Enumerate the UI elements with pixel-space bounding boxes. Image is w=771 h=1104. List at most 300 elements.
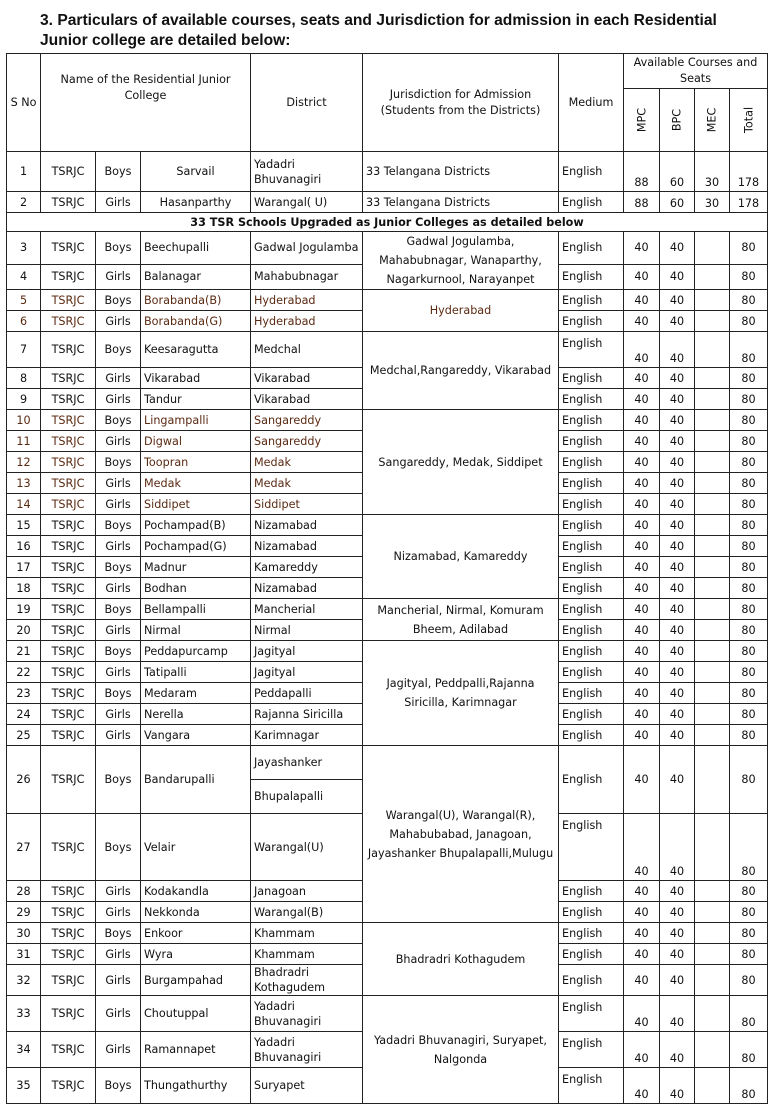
bpc-cell: 40 [660, 311, 695, 332]
bpc-cell: 40 [660, 410, 695, 431]
mec-cell [695, 923, 730, 944]
gender-cell: Girls [96, 431, 141, 452]
sno-cell: 35 [7, 1068, 41, 1104]
jurisdiction-group-cell: Medchal,Rangareddy, Vikarabad [363, 332, 559, 410]
district-cell: Hyderabad [251, 311, 363, 332]
total-cell: 80 [730, 1068, 768, 1104]
bpc-cell: 40 [660, 683, 695, 704]
sno-cell: 26 [7, 746, 41, 814]
total-cell: 80 [730, 389, 768, 410]
gender-cell: Boys [96, 452, 141, 473]
total-cell: 80 [730, 881, 768, 902]
mpc-cell: 40 [624, 290, 660, 311]
sno-cell: 34 [7, 1032, 41, 1068]
mpc-cell: 40 [624, 578, 660, 599]
mpc-cell: 40 [624, 620, 660, 641]
sno-cell: 1 [7, 152, 41, 192]
gender-cell: Girls [96, 620, 141, 641]
gender-cell: Girls [96, 944, 141, 965]
district-cell: Yadadri Bhuvanagiri [251, 152, 363, 192]
mpc-cell: 40 [624, 494, 660, 515]
district-cell: Sangareddy [251, 410, 363, 431]
medium-cell: English [559, 578, 624, 599]
total-cell: 80 [730, 662, 768, 683]
medium-cell: English [559, 515, 624, 536]
gender-cell: Boys [96, 683, 141, 704]
mec-cell [695, 1068, 730, 1104]
district-cell: Vikarabad [251, 368, 363, 389]
type-cell: TSRJC [41, 192, 96, 213]
section-heading: 3. Particulars of available courses, seats and Jurisdiction for admission in each Residential Junior college are detailed below: [40, 12, 717, 49]
sno-cell: 15 [7, 515, 41, 536]
type-cell: TSRJC [41, 578, 96, 599]
table-row [7, 996, 768, 1032]
total-cell: 80 [730, 536, 768, 557]
college-cell: Enkoor [141, 923, 251, 944]
total-cell: 80 [730, 578, 768, 599]
medium-cell: English [559, 814, 624, 881]
gender-cell: Boys [96, 557, 141, 578]
type-cell: TSRJC [41, 152, 96, 192]
gender-cell: Boys [96, 814, 141, 881]
college-cell: Nirmal [141, 620, 251, 641]
mec-cell [695, 641, 730, 662]
sno-cell: 33 [7, 996, 41, 1032]
mpc-cell: 40 [624, 368, 660, 389]
bpc-cell: 40 [660, 923, 695, 944]
medium-cell: English [559, 725, 624, 746]
bpc-cell: 40 [660, 452, 695, 473]
type-cell: TSRJC [41, 599, 96, 620]
district-line: Bhupalapalli [254, 790, 324, 803]
sno-cell: 19 [7, 599, 41, 620]
bpc-header: BPC [660, 89, 695, 152]
table-row [7, 923, 768, 944]
jurisdiction-group-cell: Jagityal, Peddpalli,Rajanna Siricilla, Karimnagar [363, 641, 559, 746]
gender-cell: Girls [96, 264, 141, 289]
total-cell: 80 [730, 1032, 768, 1068]
medium-cell: English [559, 996, 624, 1032]
bpc-cell: 40 [660, 332, 695, 368]
college-cell: Velair [141, 814, 251, 881]
college-cell: Bandarupalli [141, 746, 251, 814]
total-cell: 80 [730, 431, 768, 452]
college-cell: Nerella [141, 704, 251, 725]
sno-cell: 18 [7, 578, 41, 599]
district-cell: Nizamabad [251, 515, 363, 536]
bpc-cell: 40 [660, 620, 695, 641]
college-cell: Toopran [141, 452, 251, 473]
mpc-cell: 40 [624, 473, 660, 494]
mpc-cell: 40 [624, 264, 660, 289]
type-cell: TSRJC [41, 515, 96, 536]
type-cell: TSRJC [41, 368, 96, 389]
college-cell: Tatipalli [141, 662, 251, 683]
medium-cell: English [559, 536, 624, 557]
sno-cell: 30 [7, 923, 41, 944]
jurisdiction-group-cell: Mancherial, Nirmal, Komuram Bheem, Adilabad [363, 599, 559, 641]
jurisdiction-group-cell: Bhadradri Kothagudem [363, 923, 559, 996]
type-cell: TSRJC [41, 944, 96, 965]
total-cell: 80 [730, 515, 768, 536]
mpc-cell: 40 [624, 1068, 660, 1104]
type-cell: TSRJC [41, 431, 96, 452]
medium-cell: English [559, 620, 624, 641]
mec-cell [695, 965, 730, 996]
courses-header: Available Courses and Seats [624, 54, 768, 89]
bpc-cell: 40 [660, 578, 695, 599]
gender-cell: Boys [96, 410, 141, 431]
total-cell: 178 [730, 152, 768, 192]
sno-cell: 12 [7, 452, 41, 473]
bpc-cell: 40 [660, 515, 695, 536]
college-cell: Keesaragutta [141, 332, 251, 368]
mec-cell: 30 [695, 152, 730, 192]
college-cell: Bellampalli [141, 599, 251, 620]
district-cell: Warangal(U) [251, 814, 363, 881]
sno-cell: 3 [7, 232, 41, 265]
medium-cell: English [559, 152, 624, 192]
college-cell: Nekkonda [141, 902, 251, 923]
sno-cell: 9 [7, 389, 41, 410]
mpc-cell: 40 [624, 704, 660, 725]
district-cell: Jagityal [251, 641, 363, 662]
mec-cell [695, 683, 730, 704]
table-row [7, 515, 768, 536]
total-cell: 80 [730, 965, 768, 996]
table-row [7, 641, 768, 662]
district-cell: Warangal(B) [251, 902, 363, 923]
type-cell: TSRJC [41, 473, 96, 494]
type-cell: TSRJC [41, 704, 96, 725]
type-cell: TSRJC [41, 814, 96, 881]
mec-cell [695, 746, 730, 814]
gender-cell: Girls [96, 881, 141, 902]
total-cell: 80 [730, 641, 768, 662]
medium-cell: English [559, 746, 624, 814]
total-cell: 80 [730, 902, 768, 923]
mec-cell [695, 410, 730, 431]
medium-cell: English [559, 368, 624, 389]
type-cell: TSRJC [41, 683, 96, 704]
bpc-cell: 60 [660, 152, 695, 192]
college-cell: Bodhan [141, 578, 251, 599]
bpc-cell: 40 [660, 725, 695, 746]
bpc-cell: 60 [660, 192, 695, 213]
jurisdiction-group-cell: Hyderabad [363, 290, 559, 332]
type-cell: TSRJC [41, 725, 96, 746]
sno-cell: 14 [7, 494, 41, 515]
sno-cell: 29 [7, 902, 41, 923]
gender-cell: Girls [96, 902, 141, 923]
college-cell: Burgampahad [141, 965, 251, 996]
colleges-table [6, 53, 768, 1104]
medium-cell: English [559, 944, 624, 965]
mec-cell [695, 704, 730, 725]
total-cell: 80 [730, 368, 768, 389]
medium-cell: English [559, 704, 624, 725]
district-cell: Medchal [251, 332, 363, 368]
bpc-cell: 40 [660, 290, 695, 311]
college-cell: Vangara [141, 725, 251, 746]
district-cell: Yadadri Bhuvanagiri [251, 1032, 363, 1068]
college-cell: Ramannapet [141, 1032, 251, 1068]
district-cell: Khammam [251, 923, 363, 944]
district-cell: Kamareddy [251, 557, 363, 578]
mpc-cell: 40 [624, 996, 660, 1032]
mpc-cell: 40 [624, 923, 660, 944]
sno-cell: 16 [7, 536, 41, 557]
type-cell: TSRJC [41, 332, 96, 368]
sno-cell: 32 [7, 965, 41, 996]
total-cell: 80 [730, 944, 768, 965]
medium-cell: English [559, 332, 624, 368]
table-row [7, 232, 768, 265]
bpc-cell: 40 [660, 641, 695, 662]
medium-cell: English [559, 311, 624, 332]
type-cell: TSRJC [41, 620, 96, 641]
table-row [7, 746, 768, 814]
district-header: District [251, 54, 363, 152]
mec-cell [695, 232, 730, 265]
college-cell: Digwal [141, 431, 251, 452]
mpc-cell: 88 [624, 192, 660, 213]
college-cell: Borabanda(G) [141, 311, 251, 332]
medium-cell: English [559, 557, 624, 578]
total-cell: 80 [730, 452, 768, 473]
college-cell: Wyra [141, 944, 251, 965]
sno-cell: 27 [7, 814, 41, 881]
mpc-cell: 40 [624, 902, 660, 923]
district-cell: Bhadradri Kothagudem [251, 965, 363, 996]
college-cell: Madnur [141, 557, 251, 578]
type-cell: TSRJC [41, 452, 96, 473]
sno-cell: 6 [7, 311, 41, 332]
bpc-cell: 40 [660, 881, 695, 902]
medium-cell: English [559, 923, 624, 944]
bpc-cell: 40 [660, 264, 695, 289]
medium-cell: English [559, 473, 624, 494]
medium-cell: English [559, 683, 624, 704]
gender-cell: Girls [96, 1032, 141, 1068]
jurisdiction-group-cell: Sangareddy, Medak, Siddipet [363, 410, 559, 515]
college-cell: Pochampad(B) [141, 515, 251, 536]
mpc-cell: 40 [624, 557, 660, 578]
mpc-cell: 40 [624, 965, 660, 996]
mec-cell [695, 662, 730, 683]
table-row [7, 410, 768, 431]
district-cell: Mahabubnagar [251, 264, 363, 289]
college-cell: Medaram [141, 683, 251, 704]
table-row [7, 599, 768, 620]
type-cell: TSRJC [41, 410, 96, 431]
gender-cell: Boys [96, 152, 141, 192]
mpc-cell: 40 [624, 536, 660, 557]
medium-cell: English [559, 1068, 624, 1104]
mpc-cell: 40 [624, 452, 660, 473]
medium-cell: English [559, 389, 624, 410]
total-cell: 80 [730, 290, 768, 311]
jurisdiction-cell: 33 Telangana Districts [363, 192, 559, 213]
type-cell: TSRJC [41, 641, 96, 662]
gender-cell: Boys [96, 599, 141, 620]
district-cell: Jagityal [251, 662, 363, 683]
college-cell: Pochampad(G) [141, 536, 251, 557]
sno-cell: 20 [7, 620, 41, 641]
gender-cell: Boys [96, 332, 141, 368]
jurisdiction-group-cell: Yadadri Bhuvanagiri, Suryapet, Nalgonda [363, 996, 559, 1104]
total-cell: 80 [730, 599, 768, 620]
medium-cell: English [559, 662, 624, 683]
district-line: Jayashanker [251, 746, 362, 780]
type-cell: TSRJC [41, 290, 96, 311]
gender-cell: Girls [96, 704, 141, 725]
sno-cell: 28 [7, 881, 41, 902]
jurisdiction-group-cell: Nizamabad, Kamareddy [363, 515, 559, 599]
mpc-cell: 88 [624, 152, 660, 192]
mec-header: MEC [695, 89, 730, 152]
total-cell: 80 [730, 311, 768, 332]
mec-cell [695, 536, 730, 557]
type-cell: TSRJC [41, 965, 96, 996]
medium-cell: English [559, 452, 624, 473]
gender-cell: Girls [96, 725, 141, 746]
sno-cell: 13 [7, 473, 41, 494]
mec-cell [695, 494, 730, 515]
college-cell: Siddipet [141, 494, 251, 515]
jurisdiction-group-cell: Warangal(U), Warangal(R), Mahabubabad, Janagoan, Jayashanker Bhupalapalli,Mulugu [363, 746, 559, 923]
mec-cell [695, 578, 730, 599]
district-cell: Medak [251, 452, 363, 473]
medium-cell: English [559, 965, 624, 996]
total-cell: 80 [730, 232, 768, 265]
bpc-cell: 40 [660, 536, 695, 557]
mpc-cell: 40 [624, 725, 660, 746]
bpc-cell: 40 [660, 944, 695, 965]
total-cell: 80 [730, 494, 768, 515]
gender-cell: Girls [96, 389, 141, 410]
type-cell: TSRJC [41, 881, 96, 902]
gender-cell: Boys [96, 232, 141, 265]
mpc-cell: 40 [624, 599, 660, 620]
district-cell: Mancherial [251, 599, 363, 620]
mec-cell [695, 311, 730, 332]
mec-cell [695, 389, 730, 410]
type-cell: TSRJC [41, 311, 96, 332]
sno-header: S No [7, 54, 41, 152]
district-cell [251, 746, 363, 814]
type-cell: TSRJC [41, 557, 96, 578]
district-cell: Yadadri Bhuvanagiri [251, 996, 363, 1032]
type-cell: TSRJC [41, 923, 96, 944]
jurisdiction-cell: 33 Telangana Districts [363, 152, 559, 192]
mpc-cell: 40 [624, 746, 660, 814]
bpc-cell: 40 [660, 814, 695, 881]
mec-cell [695, 290, 730, 311]
college-cell: Kodakandla [141, 881, 251, 902]
total-header: Total [730, 89, 768, 152]
bpc-cell: 40 [660, 965, 695, 996]
district-cell: Vikarabad [251, 389, 363, 410]
college-cell: Lingampalli [141, 410, 251, 431]
type-cell: TSRJC [41, 902, 96, 923]
mec-cell [695, 814, 730, 881]
sno-cell: 22 [7, 662, 41, 683]
total-cell: 80 [730, 746, 768, 814]
bpc-cell: 40 [660, 431, 695, 452]
mpc-cell: 40 [624, 431, 660, 452]
jurisdiction-group-cell: Gadwal Jogulamba, Mahabubnagar, Wanaparthy, Nagarkurnool, Narayanpet [363, 232, 559, 290]
mec-cell [695, 452, 730, 473]
mec-cell [695, 431, 730, 452]
total-cell: 80 [730, 410, 768, 431]
mpc-cell: 40 [624, 1032, 660, 1068]
medium-cell: English [559, 494, 624, 515]
total-cell: 80 [730, 923, 768, 944]
district-cell: Medak [251, 473, 363, 494]
table-row [7, 332, 768, 368]
total-cell: 80 [730, 264, 768, 289]
mpc-header: MPC [624, 89, 660, 152]
mpc-cell: 40 [624, 662, 660, 683]
district-cell: Karimnagar [251, 725, 363, 746]
district-cell: Nizamabad [251, 578, 363, 599]
college-cell: Hasanparthy [141, 192, 251, 213]
gender-cell: Girls [96, 473, 141, 494]
district-cell: Gadwal Jogulamba [251, 232, 363, 265]
college-cell: Tandur [141, 389, 251, 410]
district-cell: Khammam [251, 944, 363, 965]
type-cell: TSRJC [41, 536, 96, 557]
mpc-cell: 40 [624, 311, 660, 332]
bpc-cell: 40 [660, 557, 695, 578]
mpc-cell: 40 [624, 410, 660, 431]
medium-cell: English [559, 431, 624, 452]
type-cell: TSRJC [41, 1068, 96, 1104]
gender-cell: Boys [96, 746, 141, 814]
bpc-cell: 40 [660, 662, 695, 683]
table-body [7, 152, 768, 1104]
college-cell: Choutuppal [141, 996, 251, 1032]
table-row [7, 152, 768, 192]
total-cell: 80 [730, 725, 768, 746]
mec-cell: 30 [695, 192, 730, 213]
college-cell: Thungathurthy [141, 1068, 251, 1104]
section-band-row [7, 213, 768, 232]
mec-cell [695, 557, 730, 578]
college-cell: Beechupalli [141, 232, 251, 265]
sno-cell: 23 [7, 683, 41, 704]
bpc-cell: 40 [660, 599, 695, 620]
district-cell: Hyderabad [251, 290, 363, 311]
bpc-cell: 40 [660, 494, 695, 515]
bpc-cell: 40 [660, 704, 695, 725]
bpc-cell: 40 [660, 1068, 695, 1104]
bpc-cell: 40 [660, 1032, 695, 1068]
mec-cell [695, 473, 730, 494]
gender-cell: Girls [96, 662, 141, 683]
bpc-cell: 40 [660, 996, 695, 1032]
gender-cell: Girls [96, 192, 141, 213]
mec-cell [695, 264, 730, 289]
medium-cell: English [559, 290, 624, 311]
district-cell: Nirmal [251, 620, 363, 641]
mec-cell [695, 515, 730, 536]
mec-cell [695, 599, 730, 620]
sno-cell: 2 [7, 192, 41, 213]
type-cell: TSRJC [41, 1032, 96, 1068]
district-cell: Sangareddy [251, 431, 363, 452]
